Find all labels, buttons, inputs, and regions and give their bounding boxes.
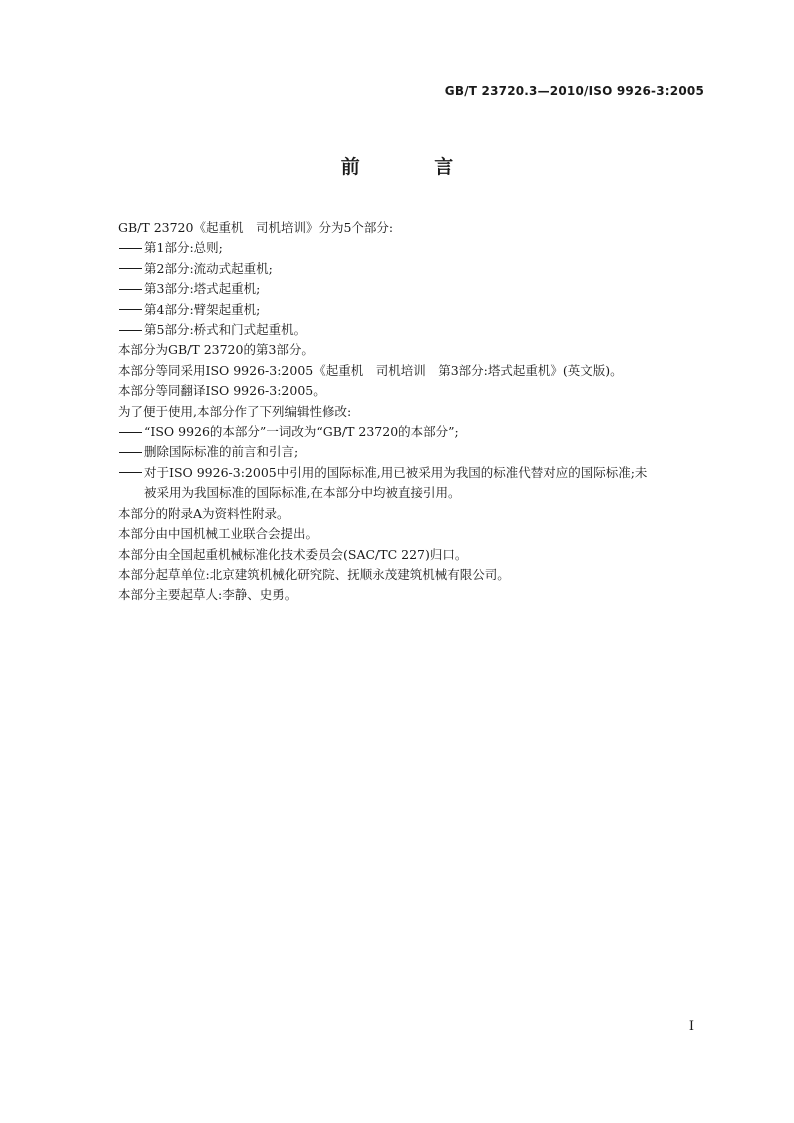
list-item-part-4: 第4部分:臂架起重机; — [118, 300, 708, 320]
page-number: I — [688, 1019, 694, 1034]
list-item-edit-3-continuation: 被采用为我国标准的国际标准,在本部分中均被直接引用。 — [144, 485, 461, 501]
paragraph-part-statement: 本部分为GB/T 23720的第3部分。 — [118, 342, 314, 358]
paragraph-drafting-units: 本部分起草单位:北京建筑机械化研究院、抚顺永茂建筑机械有限公司。 — [118, 566, 510, 582]
paragraph-intro: GB/T 23720《起重机 司机培训》分为5个部分: — [118, 220, 394, 235]
foreword-body — [118, 218, 708, 606]
em-dash-marker — [118, 244, 144, 254]
paragraph-translation: 本部分等同翻译ISO 9926-3:2005。 — [118, 383, 326, 399]
paragraph-proposer: 本部分由中国机械工业联合会提出。 — [118, 526, 319, 542]
paragraph-edits-intro: 为了便于使用,本部分作了下列编辑性修改: — [118, 403, 352, 419]
list-item-part-5: 第5部分:桥式和门式起重机。 — [118, 320, 708, 340]
paragraph-committee: 本部分由全国起重机械标准化技术委员会(SAC/TC 227)归口。 — [118, 546, 468, 562]
list-item-part-2: 第2部分:流动式起重机; — [118, 259, 708, 279]
list-item-edit-3: 对于ISO 9926-3:2005中引用的国际标准,用已被采用为我国的标准代替对应的国际标准;未 — [118, 463, 708, 483]
em-dash-marker — [118, 326, 144, 336]
paragraph-adoption: 本部分等同采用ISO 9926-3:2005《起重机 司机培训 第3部分:塔式起重机》(英文版)。 — [118, 362, 623, 378]
em-dash-marker — [118, 305, 144, 315]
paragraph-drafters: 本部分主要起草人:李静、史勇。 — [118, 587, 298, 603]
standard-code-header: GB/T 23720.3—2010/ISO 9926-3:2005 — [444, 84, 704, 98]
em-dash-marker — [118, 285, 144, 295]
list-item-edit-2: 删除国际标准的前言和引言; — [118, 442, 708, 462]
list-item-part-3: 第3部分:塔式起重机; — [118, 279, 708, 299]
paragraph-annex: 本部分的附录A为资料性附录。 — [118, 505, 290, 521]
list-item-part-1: 第1部分:总则; — [118, 238, 708, 258]
page-title: 前 言 — [340, 156, 488, 178]
em-dash-marker — [118, 448, 144, 458]
em-dash-marker — [118, 264, 144, 274]
list-item-edit-1: “ISO 9926的本部分”一词改为“GB/T 23720的本部分”; — [118, 422, 708, 442]
em-dash-marker — [118, 468, 144, 478]
em-dash-marker — [118, 428, 144, 438]
